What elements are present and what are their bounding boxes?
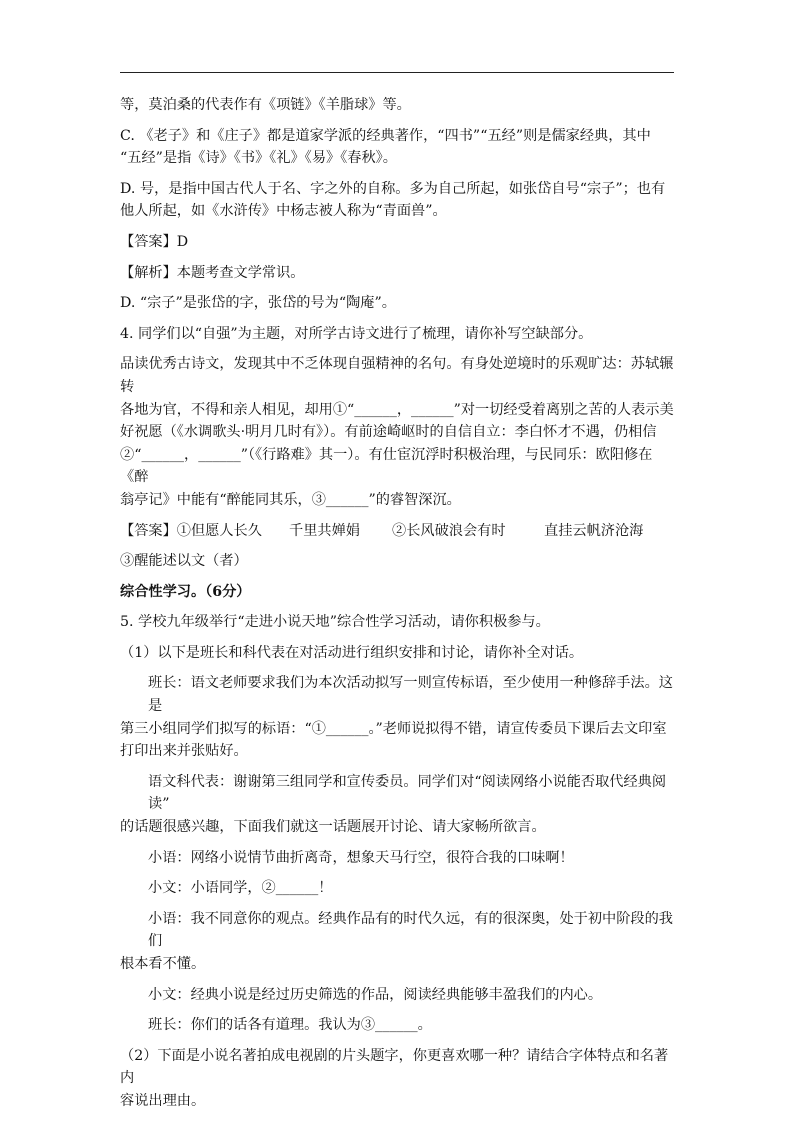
option-c-line-1: C. 《老子》和《庄子》都是道家学派的经典著作，“四书”“五经”则是儒家经典，其中: [120, 127, 651, 144]
question-4-text-3: 好祝愿（《水调歌头·明月几时有》）。有前途崎岖时的自信自立：李白怀才不遇，仍相信: [120, 424, 657, 441]
answer-part-2: 千里共婵娟: [289, 522, 360, 539]
question-5-part-2-cont: 容说出理由。: [120, 1092, 206, 1109]
dialog-xiaowen-2: 小文：经典小说是经过历史筛选的作品，阅读经典能够丰盈我们的内心。: [148, 986, 603, 1003]
dialog-monitor-1-end: 打印出来并张贴好。: [120, 743, 248, 760]
analysis-detail: D. “宗子”是张岱的字，张岱的号为“陶庵”。: [120, 295, 396, 312]
dialog-xiaowen-1: 小文：小语同学，②______！: [148, 880, 333, 897]
answer-line: 【答案】D: [120, 233, 189, 250]
question-4-title: 4. 同学们以“自强”为主题，对所学古诗文进行了梳理，请你补写空缺部分。: [120, 325, 593, 342]
question-5-part-2: （2）下面是小说名著拍成电视剧的片头题字，你更喜欢哪一种？请结合字体特点和名著内: [120, 1047, 669, 1087]
answer-part-3: ②长风破浪会有时: [392, 522, 506, 539]
text-line: 等，莫泊桑的代表作有《项链》《羊脂球》等。: [120, 97, 411, 113]
header-rule: [120, 72, 674, 73]
answer-part-4: 直挂云帆济沧海: [544, 522, 644, 539]
option-d-line-2: 他人所起，如《水浒传》中杨志被人称为“青面兽”。: [120, 203, 447, 220]
dialog-rep-1-cont: 的话题很感兴趣，下面我们就这一话题展开讨论、请大家畅所欲言。: [120, 819, 546, 836]
dialog-xiaoyu-2-cont: 根本看不懂。: [120, 956, 206, 972]
section-heading: 综合性学习。（6分）: [120, 583, 251, 600]
question-5-part-1: （1）以下是班长和科代表在对活动进行组织安排和讨论，请你补全对话。: [120, 644, 584, 661]
option-d-line-1: D. 号，是指中国古代人于名、字之外的自称。多为自己所起，如张岱自号“宗子”；也有: [120, 180, 666, 197]
question-4-answer: [120, 520, 680, 543]
dialog-monitor-1-cont: 第三小组同学们拟写的标语：“①______。”老师说拟得不错，请宣传委员下课后去文印室: [120, 720, 667, 737]
dialog-xiaoyu-2: 小语：我不同意你的观点。经典作品有的时代久远，有的很深奥，处于初中阶段的我们: [148, 910, 673, 950]
question-4-answer-2: ③醒能述以文（者）: [120, 553, 248, 570]
dialog-rep-1: 语文科代表：谢谢第三组同学和宣传委员。同学们对“阅读网络小说能否取代经典阅读”: [148, 773, 667, 813]
answer-part-1: 【答案】①但愿人长久: [120, 522, 262, 539]
document-body: [120, 94, 680, 1113]
question-4-text-1: 品读优秀古诗文，发现其中不乏体现自强精神的名句。有身处逆境时的乐观旷达：苏轼辗转: [120, 356, 674, 395]
question-4-text-5: 翁亭记》中能有“醉能同其乐，③______”的睿智深沉。: [120, 491, 461, 508]
dialog-monitor-1: 班长：语文老师要求我们为本次活动拟写一则宣传标语，至少使用一种修辞手法。这是: [148, 675, 673, 715]
analysis-line: 【解析】本题考查文学常识。: [120, 264, 305, 281]
question-5-title: 5. 学校九年级举行“走进小说天地”综合性学习活动，请你积极参与。: [120, 614, 550, 631]
option-c-line-2: “五经”是指《诗》《书》《礼》《易》《春秋》。: [120, 150, 397, 167]
dialog-monitor-2: 班长：你们的话各有道理。我认为③______。: [148, 1017, 432, 1034]
dialog-xiaoyu-1: 小语：网络小说情节曲折离奇，想象天马行空，很符合我的口味啊！: [148, 849, 574, 866]
question-4-text-4: ②“______，______”（《行路难》其一）。有仕宦沉浮时积极治理，与民同乐：欧阳修在《醉: [120, 446, 653, 486]
question-4-text-2: 各地为官，不得和亲人相见，却用①“______，______”对一切经受着离别之苦的人表示美: [120, 401, 674, 418]
